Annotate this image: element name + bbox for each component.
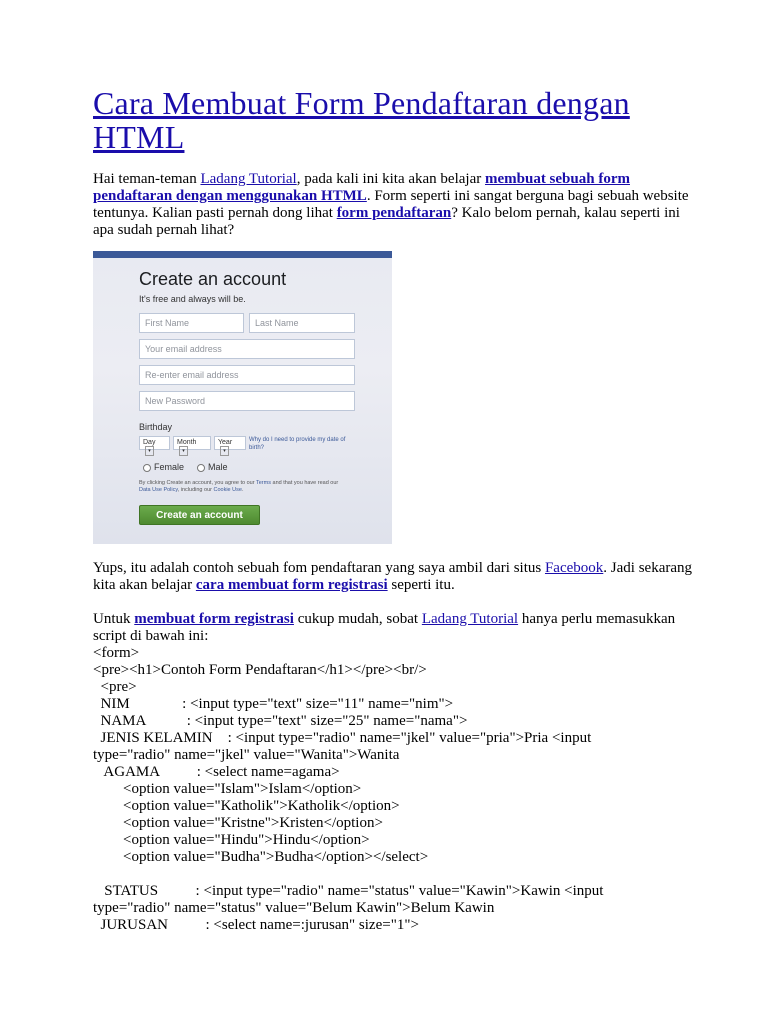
code-line: <pre><h1>Contoh Form Pendaftaran</h1></pre><br/> — [93, 662, 427, 678]
intro-text-1: Hai teman-teman — [93, 171, 201, 187]
intro-paragraph — [93, 171, 693, 239]
cara-membuat-form-link[interactable]: cara membuat form registrasi — [195, 577, 388, 593]
code-line: JURUSAN : <select name=:jurusan" size="1"> — [93, 917, 419, 933]
terms-link: Terms — [256, 480, 271, 486]
intro-text-3: . Form seperti ini sangat berguna bagi sebuah website tentunya. Kalian pasti pernah dong lihat — [93, 188, 689, 221]
radio-circle-icon — [143, 464, 151, 472]
month-select — [173, 436, 211, 454]
ladang-tutorial-link-2[interactable]: Ladang Tutorial — [421, 611, 519, 627]
page-title[interactable]: Cara Membuat Form Pendaftaran dengan HTML — [93, 85, 630, 155]
membuat-form-registrasi-link[interactable]: membuat form registrasi — [134, 611, 294, 627]
why-birthday-link: Why do I need to provide my date of birth? — [249, 437, 346, 451]
first-name-field: First Name — [139, 313, 244, 333]
last-name-field: Last Name — [249, 313, 355, 333]
membuat-form-link[interactable]: membuat sebuah form pendaftaran dengan menggunakan HTML — [93, 171, 630, 204]
paragraph-script — [93, 611, 693, 645]
code-line: <form> — [93, 645, 140, 661]
code-line — [93, 866, 693, 883]
code-line: AGAMA : <select name=agama> — [93, 764, 340, 780]
code-line: <option value="Hindu">Hindu</option> — [93, 832, 370, 848]
female-radio — [143, 462, 184, 472]
code-line: NAMA : <input type="text" size="25" name="nama"> — [93, 713, 468, 729]
facebook-link[interactable]: Facebook — [544, 560, 604, 576]
code-line: <option value="Kristne">Kristen</option> — [93, 815, 383, 831]
cookie-use-link: Cookie Use — [213, 487, 242, 493]
para2-text-3: seperti itu. — [387, 577, 455, 593]
terms-part: . — [241, 487, 244, 493]
code-block — [93, 645, 693, 934]
month-select-label: Month — [177, 439, 197, 446]
male-label: Male — [208, 462, 228, 472]
code-line: <option value="Budha">Budha</option></select> — [93, 849, 429, 865]
screenshot-subheading: It's free and always will be. — [139, 294, 246, 304]
code-line: <pre> — [93, 679, 137, 695]
screenshot-heading: Create an account — [139, 269, 287, 289]
chevron-down-icon: ▾ — [145, 446, 154, 456]
chevron-down-icon: ▾ — [179, 446, 188, 456]
day-select-label: Day — [143, 439, 156, 446]
code-line: <option value="Islam">Islam</option> — [93, 781, 362, 797]
terms-text — [139, 480, 339, 494]
male-radio — [197, 462, 228, 472]
intro-text-2: , pada kali ini kita akan belajar — [296, 171, 485, 187]
code-line: NIM : <input type="text" size="11" name="nim"> — [93, 696, 454, 712]
year-select — [214, 436, 246, 454]
female-label: Female — [154, 462, 185, 472]
create-account-button: Create an account — [139, 505, 260, 525]
ladang-tutorial-link[interactable]: Ladang Tutorial — [200, 171, 297, 187]
para2-text-1: Yups, itu adalah contoh sebuah fom pendaftaran yang saya ambil dari situs — [93, 560, 545, 576]
chevron-down-icon: ▾ — [220, 446, 229, 456]
terms-part: , including our — [177, 487, 214, 493]
data-use-policy-link: Data Use Policy — [139, 487, 178, 493]
reenter-email-field: Re-enter email address — [139, 365, 355, 385]
terms-part: By clicking Create an account, you agree to our — [139, 480, 256, 486]
para3-text-3: hanya perlu memasukkan script di bawah ini: — [93, 611, 676, 644]
para3-text-2: cukup mudah, sobat — [293, 611, 422, 627]
password-field: New Password — [139, 391, 355, 411]
code-line: JENIS KELAMIN : <input type="radio" name="jkel" value="pria">Pria <input — [93, 730, 592, 746]
facebook-signup-screenshot — [93, 251, 392, 544]
code-line: STATUS : <input type="radio" name="status" value="Kawin">Kawin <input — [93, 883, 604, 899]
year-select-label: Year — [218, 439, 233, 446]
code-line: <option value="Katholik">Katholik</option> — [93, 798, 400, 814]
paragraph-facebook — [93, 560, 693, 594]
day-select — [139, 436, 170, 454]
intro-text-4: ? Kalo belom pernah, kalau seperti ini apa sudah pernah lihat? — [93, 205, 680, 238]
document-page — [93, 86, 693, 934]
screenshot-topbar — [93, 251, 392, 258]
radio-circle-icon — [197, 464, 205, 472]
code-line: type="radio" name="jkel" value="Wanita">Wanita — [93, 747, 400, 763]
para3-text-1: Untuk — [93, 611, 135, 627]
code-line: type="radio" name="status" value="Belum Kawin">Belum Kawin — [93, 900, 495, 916]
email-field: Your email address — [139, 339, 355, 359]
para2-text-2: . Jadi sekarang kita akan belajar — [93, 560, 693, 593]
form-pendaftaran-link[interactable]: form pendaftaran — [336, 205, 452, 221]
birthday-label: Birthday — [139, 422, 173, 432]
terms-part: and that you have read our — [270, 480, 339, 486]
